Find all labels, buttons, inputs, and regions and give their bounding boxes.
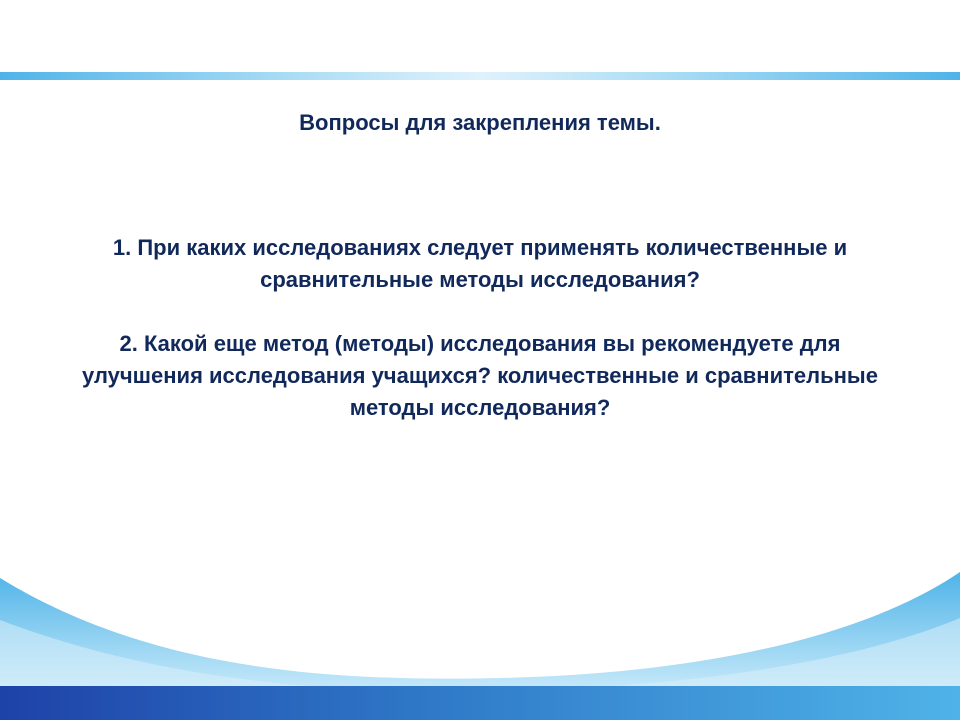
questions-list	[80, 232, 880, 424]
slide-title: Вопросы для закрепления темы.	[299, 110, 661, 135]
bottom-gradient-bar	[0, 686, 960, 720]
top-decorative-stripe	[0, 72, 960, 80]
question-item-2: 2. Какой еще метод (методы) исследования вы рекомендуете для улучшения исследования учащихся? количественные и сравнительные методы исследования?	[82, 331, 878, 420]
question-item-1: 1. При каких исследованиях следует применять количественные и сравнительные методы исследования?	[112, 235, 848, 292]
